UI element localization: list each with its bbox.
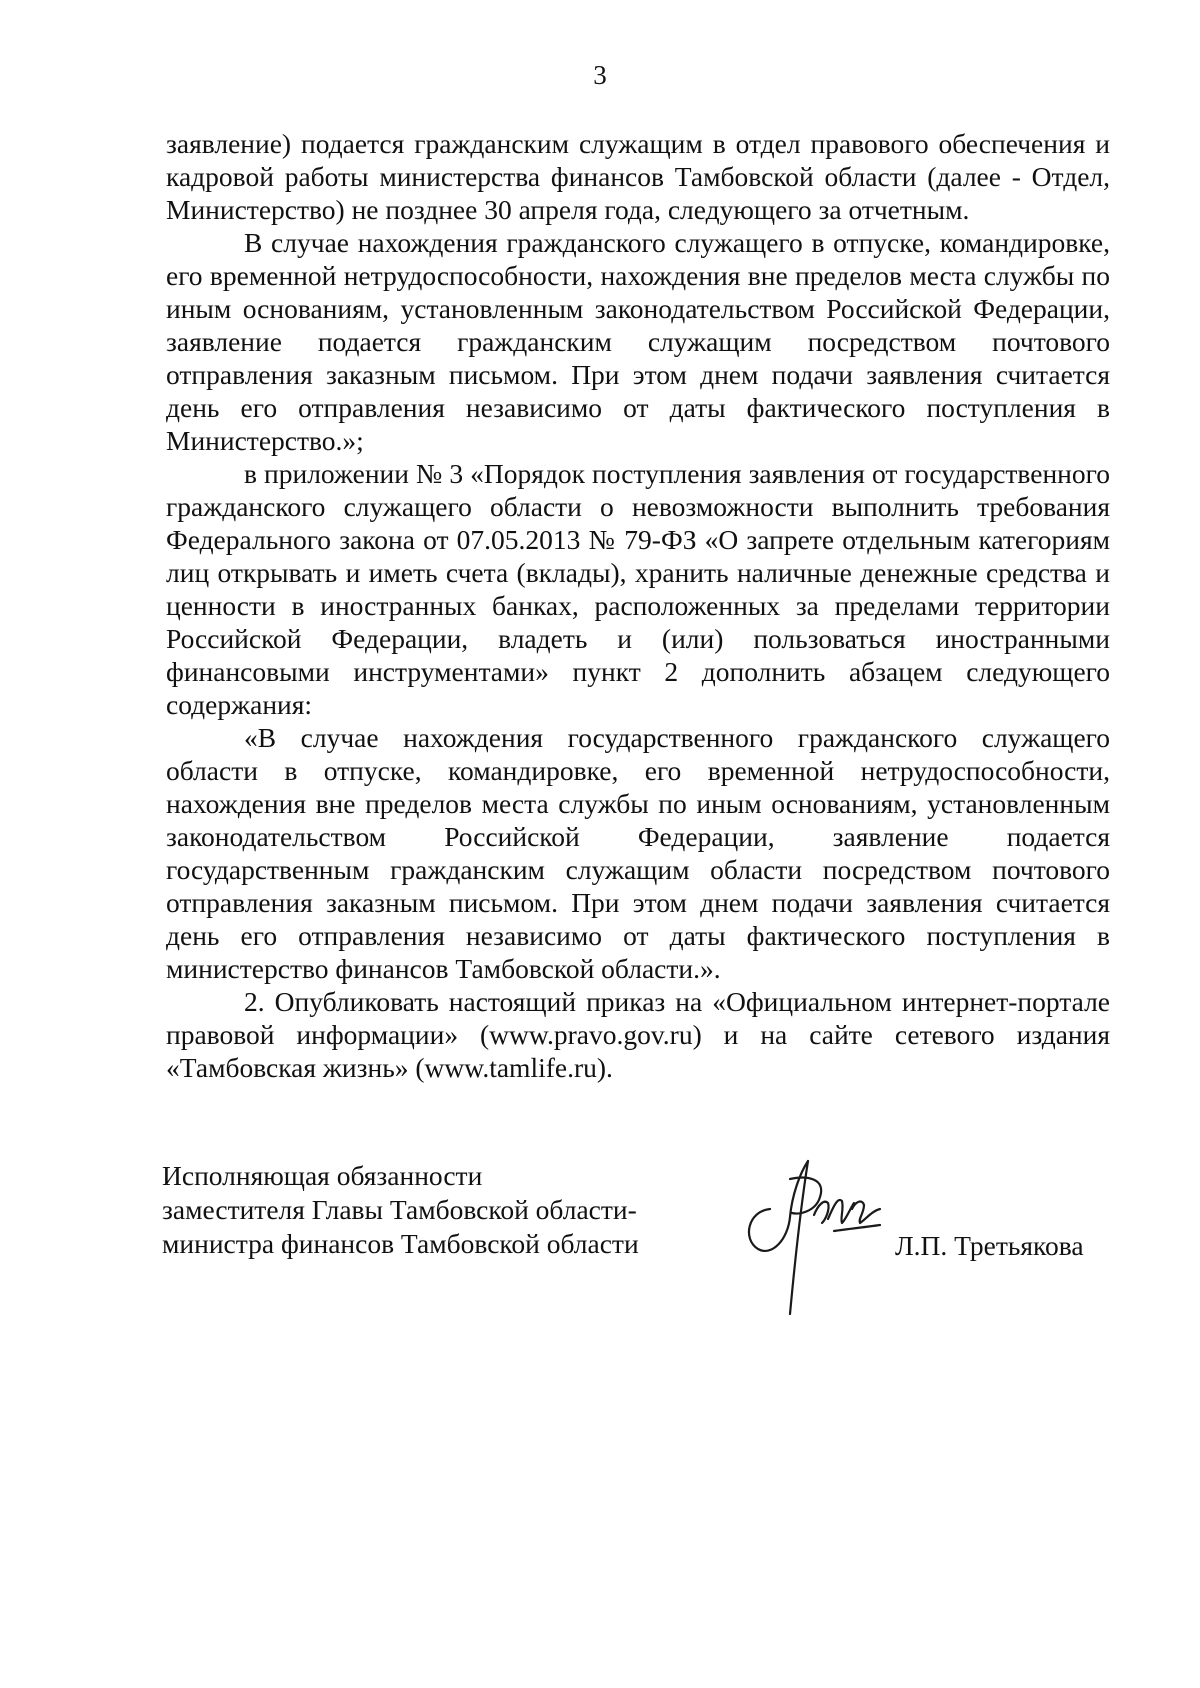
- document-body: [166, 127, 1110, 1084]
- signatory-title: [162, 1159, 639, 1261]
- signatory-name: Л.П. Третьякова: [895, 1230, 1084, 1261]
- paragraph-1: заявление) подается гражданским служащим в отдел правового обеспечения и кадровой работы министерства финансов Тамбовской области (далее - Отдел, Министерство) не позднее 30 апреля года, следующего за отчетным.: [166, 128, 1110, 225]
- paragraph-4: «В случае нахождения государственного гражданского служащего области в отпуске, командировке, его временной нетрудоспособности, нахождения вне пределов места службы по иным основаниям, установленным законодательством Российской Федерации, заявление подается государственным гражданским служащим области посредством почтового отправления заказным письмом. При этом днем подачи заявления считается день его отправления независимо от даты фактического поступления в министерство финансов Тамбовской области.».: [166, 722, 1110, 984]
- handwritten-signature: [730, 1139, 900, 1319]
- page-number: 3: [593, 60, 607, 90]
- paragraph-3: в приложении № 3 «Порядок поступления заявления от государственного гражданского служащего области о невозможности выполнить требования Федерального закона от 07.05.2013 № 79-ФЗ «О запрете отдельным категориям лиц открывать и иметь счета (вклады), хранить наличные денежные средства и ценности в иностранных банках, расположенных за пределами территории Российской Федерации, владеть и (или) пользоваться иностранными финансовыми инструментами» пункт 2 дополнить абзацем следующего содержания:: [166, 458, 1110, 720]
- signatory-title-line: заместителя Главы Тамбовской области-: [162, 1194, 637, 1225]
- paragraph-5: 2. Опубликовать настоящий приказ на «Официальном интернет-портале правовой информации» (www.pravo.gov.ru) и на сайте сетевого издания «Тамбовская жизнь» (www.tamlife.ru).: [166, 986, 1110, 1083]
- paragraph-2: В случае нахождения гражданского служащего в отпуске, командировке, его временной нетрудоспособности, нахождения вне пределов места службы по иным основаниям, установленным законодательством Российской Федерации, заявление подается гражданским служащим посредством почтового отправления заказным письмом. При этом днем подачи заявления считается день его отправления независимо от даты фактического поступления в Министерство.»;: [166, 227, 1110, 456]
- signatory-title-line: министра финансов Тамбовской области: [162, 1228, 639, 1259]
- signature-block: [162, 1159, 1122, 1339]
- signatory-title-line: Исполняющая обязанности: [162, 1160, 483, 1191]
